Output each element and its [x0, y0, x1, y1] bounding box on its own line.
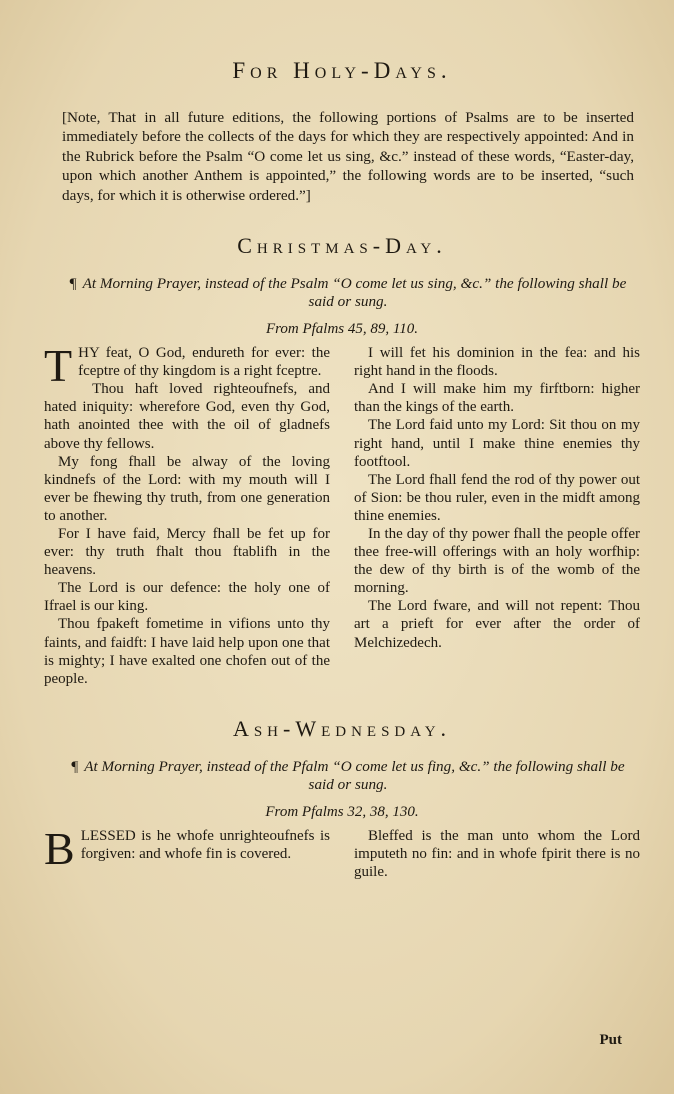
verse: For I have faid, Mercy fhall be fet up for ever: thy truth fhalt thou ftablifh in the heavens.	[44, 525, 330, 579]
verse: Thou haft loved righteoufnefs, and hated iniquity: wherefore God, even thy God, hath anointed thee with the oil of gladnefs above thy fellows.	[44, 381, 330, 452]
ash-rubric	[66, 758, 630, 794]
christmas-day-title: Christmas-Day.	[237, 233, 447, 259]
verse: THY feat, O God, endureth for ever: the fceptre of thy kingdom is a right fceptre.	[44, 340, 330, 392]
verse: The Lord fware, and will not repent: Thou art a prieft for ever after the order of Melchizedech.	[354, 598, 640, 651]
ash-psalm-reference: From Pfalms 32, 38, 130.	[265, 803, 419, 820]
verse: The Lord is our defence: the holy one of Ifrael is our king.	[44, 580, 330, 615]
ash-left-column	[44, 822, 330, 881]
christmas-psalm-reference: From Pfalms 45, 89, 110.	[265, 321, 419, 338]
christmas-psalm-columns	[44, 340, 640, 688]
pilcrow-icon: ¶	[69, 275, 77, 293]
verse: The Lord faid unto my Lord: Sit thou on my right hand, until I make thine enemies thy footftool.	[354, 417, 640, 470]
verse: Bleffed is the man unto whom the Lord imputeth no fin: and in whofe fpirit there is no guile.	[354, 827, 640, 880]
verse: BLESSED is he whofe unrighteoufnefs is forgiven: and whofe fin is covered.	[44, 822, 330, 874]
verse: My fong fhall be alway of the loving kindnefs of the Lord: with my mouth will I ever be fhewing thy truth, from one generation to another.	[44, 453, 330, 524]
verse: The Lord fhall fend the rod of thy power out of Sion: be thou ruler, even in the midft among thine enemies.	[354, 471, 640, 524]
ash-rubric-text: At Morning Prayer, instead of the Pfalm “O come let us fing, &c.” the following shall be said or sung.	[84, 757, 625, 793]
christmas-right-column	[354, 344, 640, 688]
drop-cap: T	[44, 340, 73, 392]
pilcrow-icon: ¶	[71, 757, 79, 775]
verse: Thou fpakeft fometime in vifions unto thy faints, and faidft: I have laid help upon one that is mighty; I have exalted one chofen out of the people.	[44, 616, 330, 687]
verse: And I will make him my firftborn: higher than the kings of the earth.	[354, 381, 640, 416]
editorial-note: [Note, That in all future editions, the following portions of Psalms are to be inserted immediately before the collects of the days for which they are respectively appointed: And in the Rubrick before the Psalm “O come let us sing, &c.” instead of these words, “Easter-day, upon which another Anthem is appointed,” the following words are to be inserted, “such days, for which it is otherwise ordered.”]	[62, 109, 634, 204]
christmas-rubric	[66, 275, 630, 311]
drop-cap: B	[44, 822, 75, 874]
catchword: Put	[599, 1032, 622, 1048]
running-head: For Holy-Days.	[232, 58, 452, 83]
christmas-rubric-text: At Morning Prayer, instead of the Psalm “O come let us sing, &c.” the following shall be said or sung.	[82, 275, 627, 311]
ash-psalm-columns	[44, 822, 640, 881]
verse: In the day of thy power fhall the people offer thee free-will offerings with an holy worfhip: the dew of thy birth is of the womb of the morning.	[354, 525, 640, 597]
ash-right-column	[354, 827, 640, 881]
ash-wednesday-title: Ash-Wednesday.	[232, 715, 452, 741]
christmas-left-column	[44, 340, 330, 688]
verse: I will fet his dominion in the fea: and his right hand in the floods.	[354, 345, 640, 380]
